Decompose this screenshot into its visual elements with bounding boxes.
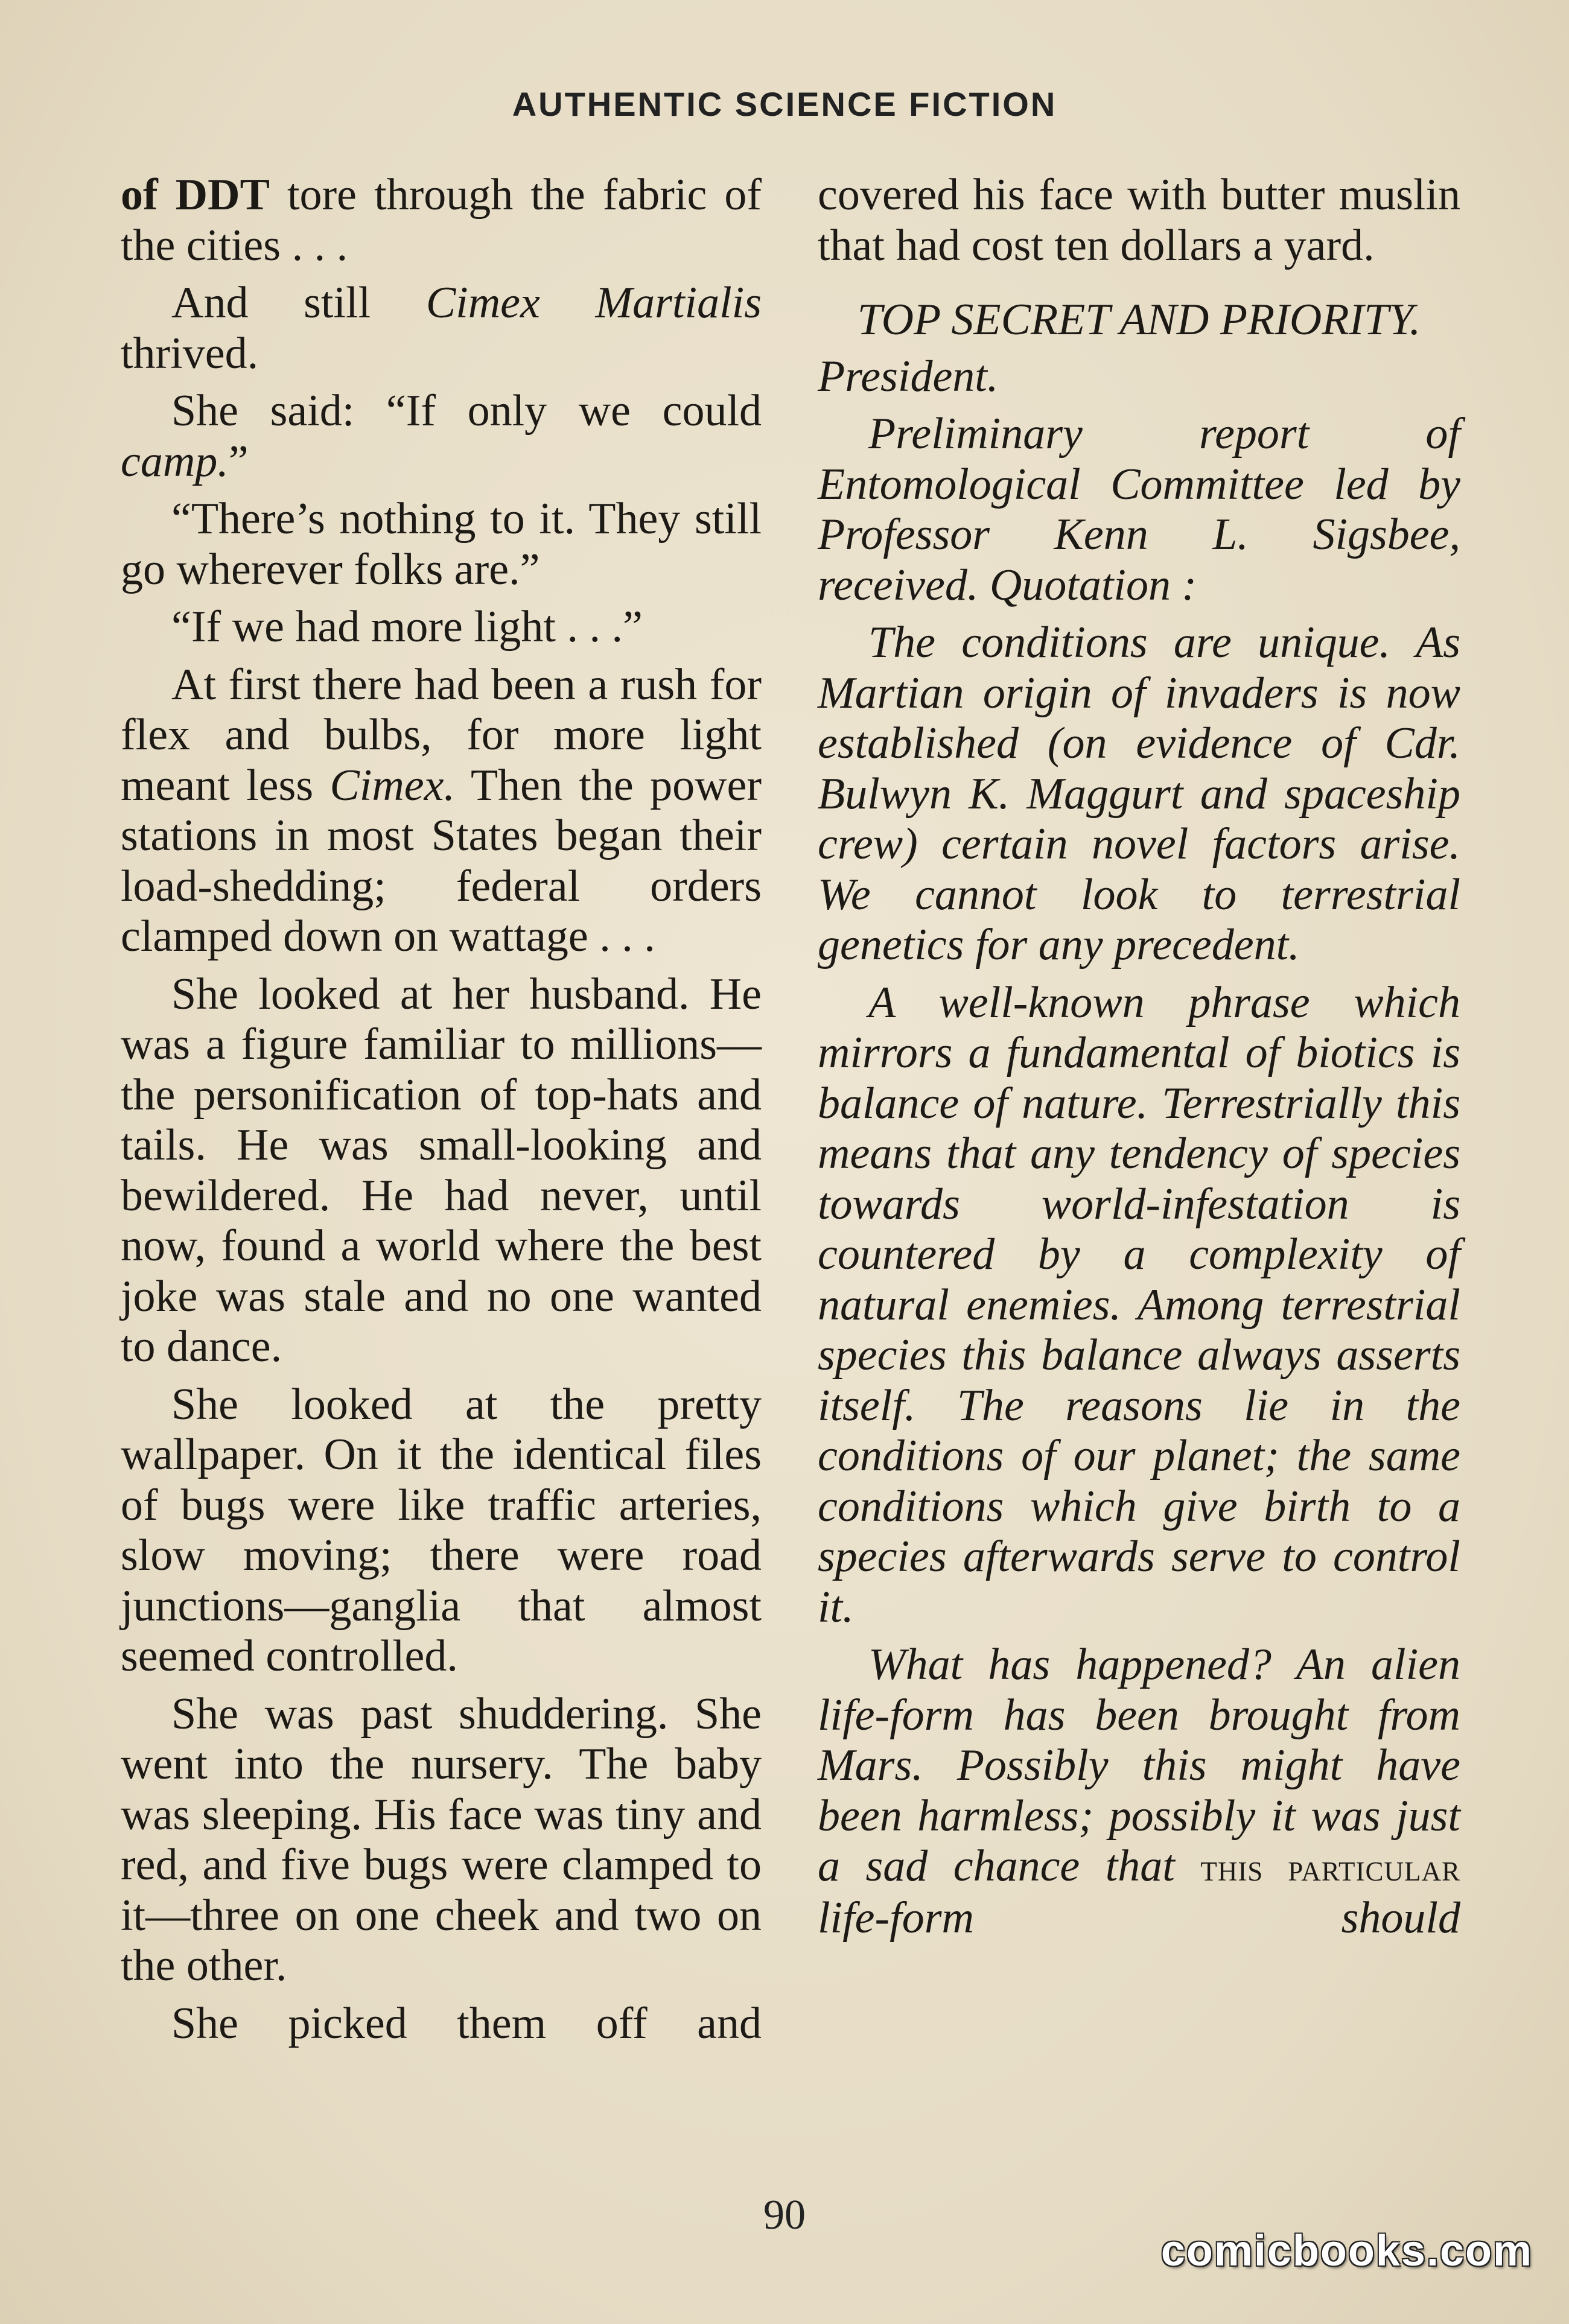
report-salutation: President. bbox=[818, 351, 999, 401]
report-paragraph bbox=[818, 1640, 1460, 1943]
report-paragraph: The conditions are unique. As Martian origin of invaders is now established (on evidence of Cdr. Bulwyn K. Maggurt and spaceship crew) certain novel factors arise. We cannot look to terrestrial genetics for any precedent. bbox=[818, 618, 1460, 970]
report-heading: TOP SECRET AND PRIORITY. bbox=[857, 295, 1421, 344]
right-column bbox=[818, 170, 1460, 1951]
paragraph-text: life-form should bbox=[818, 1893, 1460, 1943]
paragraph: She looked at the pretty wallpaper. On it the identical files of bugs were like traffic arteries, slow moving; there were road junctions—ganglia that almost seemed controlled. bbox=[121, 1379, 762, 1681]
italic-species-name: Cimex Martialis bbox=[425, 278, 762, 328]
paragraph-text: ” bbox=[228, 436, 249, 486]
paragraph-text: What has happened? An alien life-form has been brought from Mars. Possibly this might have been harmless; possibly it was just a sad chance that bbox=[818, 1640, 1460, 1891]
paragraph-text: tore through the fabric of the cities . . . bbox=[121, 170, 762, 270]
paragraph: She was past shuddering. She went into the nursery. The baby was sleeping. His face was tiny and red, and five bugs were clamped to it—three on one cheek and two on the other. bbox=[121, 1689, 762, 1990]
paragraph: “If we had more light . . .” bbox=[171, 602, 643, 652]
paragraph-text: At first there had been a rush for flex and bulbs, for more light meant less bbox=[121, 659, 762, 810]
paragraph-text: thrived. bbox=[121, 328, 259, 378]
paragraph: covered his face with butter muslin that had cost ten dollars a yard. bbox=[818, 170, 1460, 270]
paragraph bbox=[121, 278, 762, 379]
paragraph-text: Then the power stations in most States began their load-shedding; federal orders clamped down on wattage . . . bbox=[121, 760, 762, 961]
paragraph: “There’s nothing to it. They still go wherever folks are.” bbox=[121, 494, 762, 594]
page-number: 90 bbox=[763, 2192, 806, 2238]
report-paragraph: Preliminary report of Entomological Committee led by Professor Kenn L. Sigsbee, received. Quotation : bbox=[818, 409, 1460, 610]
paragraph bbox=[121, 170, 762, 271]
paragraph-text: She said: “If only we could bbox=[171, 386, 762, 436]
paragraph: She looked at her husband. He was a figure familiar to millions—the personification of top-hats and tails. He was small-looking and bewildered. He had never, until now, found a world where the best joke was stale and no one wanted to dance. bbox=[121, 969, 762, 1371]
italic-species-name: Cimex. bbox=[329, 760, 455, 810]
paragraph: She picked them off and bbox=[171, 1998, 762, 2048]
watermark: comicbooks.com bbox=[1160, 2227, 1533, 2275]
italic-word: camp. bbox=[121, 436, 229, 486]
bold-lead-text: of DDT bbox=[121, 170, 270, 220]
report-paragraph: A well-known phrase which mirrors a fundamental of biotics is balance of nature. Terrestrially this means that any tendency of species towards world-infestation is countered by a complexity of natural enemies. Among terrestrial species this balance always asserts itself. The reasons lie in the conditions of our planet; the same conditions which give birth to a species afterwards serve to control it. bbox=[818, 977, 1460, 1632]
report-body bbox=[818, 352, 1460, 1944]
paragraph bbox=[121, 660, 762, 962]
running-header: AUTHENTIC SCIENCE FICTION bbox=[512, 85, 1057, 123]
paragraph bbox=[121, 386, 762, 487]
left-column bbox=[121, 170, 762, 2056]
paragraph-text: And still bbox=[171, 278, 426, 328]
small-caps-text: this particular bbox=[1200, 1846, 1460, 1889]
